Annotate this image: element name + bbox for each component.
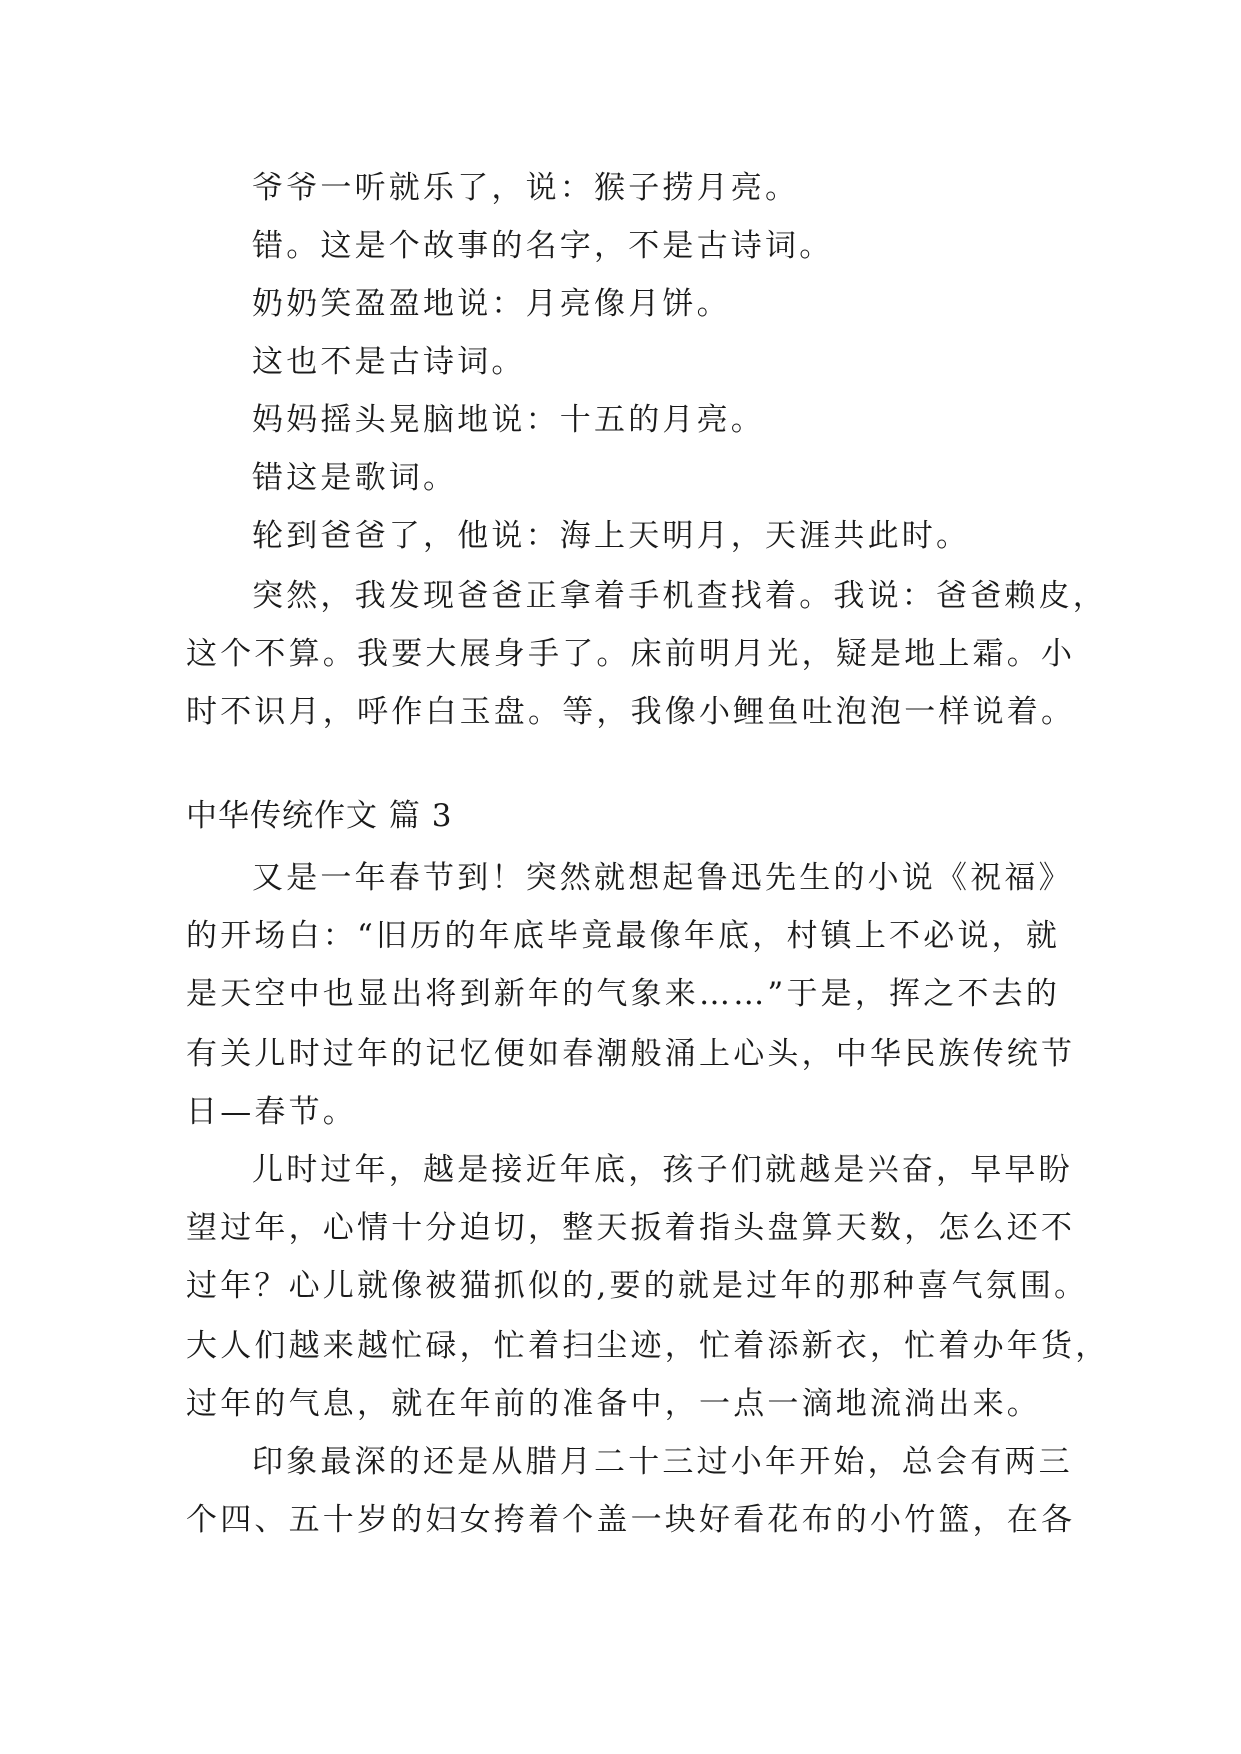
text-line: 又是一年春节到！突然就想起鲁迅先生的小说《祝福》 <box>252 860 1073 896</box>
text-line: 过年？心儿就像被猫抓似的,要的就是过年的那种喜气氛围。 <box>186 1268 1089 1304</box>
text-line: 妈妈摇头晃脑地说：十五的月亮。 <box>252 402 765 438</box>
text-line: 这也不是古诗词。 <box>252 344 526 380</box>
text-line: 的开场白：“旧历的年底毕竟最像年底，村镇上不必说，就 <box>186 918 1061 954</box>
section-heading: 中华传统作文 篇 3 <box>186 798 453 834</box>
text-line: 个四、五十岁的妇女挎着个盖一块好看花布的小竹篮，在各 <box>186 1502 1076 1538</box>
text-line: 儿时过年，越是接近年底，孩子们就越是兴奋，早早盼 <box>252 1152 1073 1188</box>
text-line: 这个不算。我要大展身手了。床前明月光，疑是地上霜。小 <box>186 636 1076 672</box>
text-line: 轮到爸爸了，他说：海上天明月，天涯共此时。 <box>252 518 971 554</box>
text-line: 错这是歌词。 <box>252 460 458 496</box>
text-line: 突然，我发现爸爸正拿着手机查找着。我说：爸爸赖皮， <box>252 578 1107 614</box>
text-line: 过年的气息，就在年前的准备中，一点一滴地流淌出来。 <box>186 1386 1041 1422</box>
text-line: 奶奶笑盈盈地说：月亮像月饼。 <box>252 286 731 322</box>
text-line: 大人们越来越忙碌，忙着扫尘迹，忙着添新衣，忙着办年货， <box>186 1328 1110 1364</box>
text-line: 望过年，心情十分迫切，整天扳着指头盘算天数，怎么还不 <box>186 1210 1076 1246</box>
text-line: 是天空中也显出将到新年的气象来……”于是，挥之不去的 <box>186 976 1061 1012</box>
text-line: 印象最深的还是从腊月二十三过小年开始，总会有两三 <box>252 1444 1073 1480</box>
text-line: 有关儿时过年的记忆便如春潮般涌上心头，中华民族传统节 <box>186 1036 1076 1072</box>
text-line: 错。这是个故事的名字，不是古诗词。 <box>252 228 834 264</box>
text-line: 时不识月，呼作白玉盘。等，我像小鲤鱼吐泡泡一样说着。 <box>186 694 1076 730</box>
text-line: 爷爷一听就乐了，说：猴子捞月亮。 <box>252 170 800 206</box>
text-line: 日—春节。 <box>186 1094 357 1130</box>
